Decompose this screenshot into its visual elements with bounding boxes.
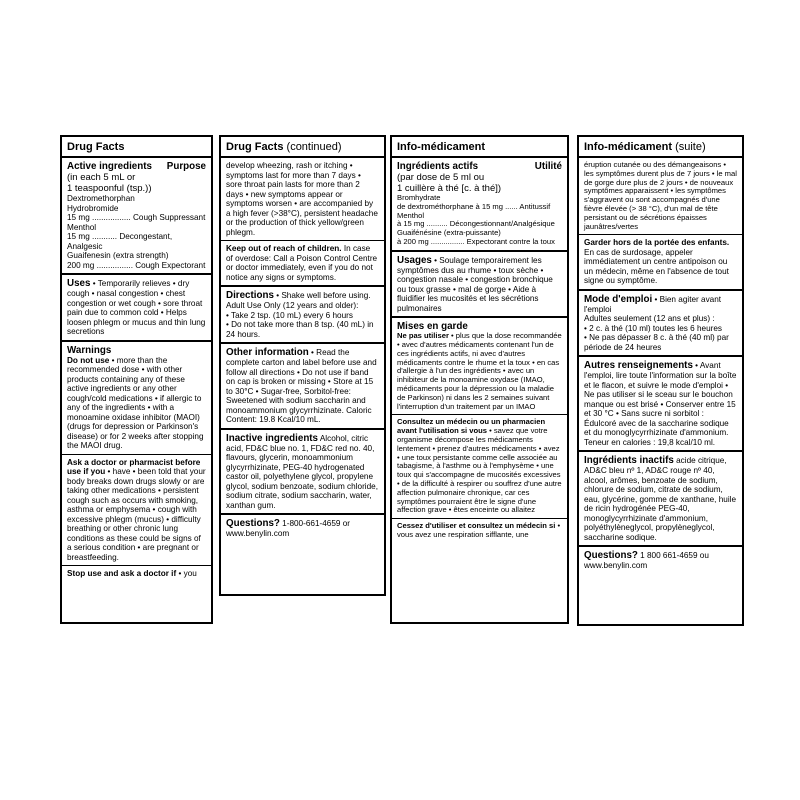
directions-line: • Do not take more than 8 tsp. (40 mL) in 24 hours. <box>226 320 374 339</box>
autres-renseignements-text: • Avant l'emploi, lire toute l'information sur la boîte et le flacon, et suivre le mode d'emploi • Ne pas utiliser si le sceau sur le bouchon manque ou est brisé • Conserver entre 15 et 30 °C • Sans sucre ni sorbitol : Édulcoré avec de la saccharine sodique et du monoglycyrrhizinate d'ammonium. Teneur en calories : 19,8 kcal/10 ml. <box>584 361 737 447</box>
directions-heading: Directions <box>226 290 274 301</box>
mises-en-garde-section <box>392 318 567 415</box>
panel-title-main: Drug Facts <box>226 141 284 153</box>
mode-emploi-line: • 2 c. à thé (10 ml) toutes les 6 heures <box>584 323 723 333</box>
ingredient-line: à 200 mg ................ Expectorant contre la toux <box>397 236 555 246</box>
utilite-heading: Utilité <box>534 161 562 172</box>
inactive-ingredients-text: Alcohol, citric acid, FD&C blue no. 1, FD&C red no. 40, flavours, glycerin, monoammonium glycyrrhizinate, PEG-40 hydrogenated castor oil, polyethylene glycol, propylene glycol, sodium benzoate, sodium chloride, sodium citrate, sodium saccharin, water, xanthan gum. <box>226 433 379 510</box>
continued-warnings-text: éruption cutanée ou des démangeaisons • les symptômes durent plus de 7 jours • le mal de gorge dure plus de 2 jours • de nouveaux symptômes apparaissent • les symptômes s'aggravent ou sont accompagnés d'une fièvre élevée (> 38 °C), d'un mal de tête persistant ou de sécrétions épaisses jaunâtres/vertes <box>584 160 737 231</box>
drug-facts-panel-1 <box>60 135 213 624</box>
questions-text: 1-800-661-4659 or www.benylin.com <box>226 519 350 538</box>
ask-doctor-label: Ask a doctor or pharmacist before use if you <box>67 457 201 476</box>
info-medicament-panel-1 <box>390 135 569 624</box>
ingredient-line: 15 mg ................. Cough Suppressant <box>67 213 206 222</box>
directions-line: Adult Use Only (12 years and older): <box>226 301 359 310</box>
inactive-ingredients-heading: Inactive ingredients <box>226 432 319 444</box>
mode-emploi-section <box>579 291 742 358</box>
garder-hors-section <box>579 235 742 291</box>
ingredients-actifs-heading: Ingrédients actifs <box>397 161 479 172</box>
ingredient-line: Menthol <box>67 222 97 232</box>
directions-section <box>221 287 384 344</box>
do-not-use-label: Do not use <box>67 355 110 365</box>
mode-emploi-line: • Ne pas dépasser 8 c. à thé (40 ml) par période de 24 heures <box>584 333 729 352</box>
dose-note-1: (par dose de 5 ml ou <box>397 172 485 183</box>
usages-section <box>392 252 567 319</box>
active-ingredients-heading: Active ingredients <box>67 161 152 172</box>
questions-section <box>221 515 384 542</box>
mode-emploi-intro: • Bien agiter avant l'emploi <box>584 294 722 314</box>
ingredient-line: Guaifénésine (extra-puissante) <box>397 228 501 238</box>
stop-use-text: • you <box>176 569 197 578</box>
ingredient-line: Menthol <box>397 210 425 220</box>
dose-note-2: 1 teaspoonful (tsp.)) <box>67 183 152 194</box>
uses-heading: Uses <box>67 278 91 289</box>
questions-heading: Questions? <box>584 550 638 562</box>
autres-renseignements-section <box>579 357 742 452</box>
consultez-section <box>392 415 567 519</box>
usages-heading: Usages <box>397 254 432 266</box>
stop-use-label: Stop use and ask a doctor if <box>67 569 177 578</box>
info-medicament-panel-2 <box>577 135 744 626</box>
autres-renseignements-heading: Autres renseignements <box>584 360 693 372</box>
other-information-text: • Read the complete carton and label before use and follow all directions • Do not use if band on cap is broken or missing • Store at 15 to 30°C • Sugar-free, Sorbitol-free: Sweetened with sodium saccharin and monoammonium glycyrrhizinate. Caloric Content: 19.8 Kcal/10 mL. <box>226 348 377 424</box>
ingredient-line: Bromhydrate <box>397 193 441 202</box>
continued-warnings-text: develop wheezing, rash or itching • symptoms last for more than 7 days • sore throat pain lasts for more than 2 days • new symptoms appear or symptoms worsen • are accompanied by a high fever (>38°C), persistent headache or the production of thick yellow/green phlegm. <box>226 161 378 237</box>
warnings-heading: Warnings <box>67 344 112 356</box>
garder-hors-text: En cas de surdosage, appeler immédiatement un centre antipoison ou un médecin, même en l'absence de tout signe ou symptôme. <box>584 247 729 286</box>
panel-title: Drug Facts <box>62 137 211 158</box>
ingredient-line: Hydrobromide <box>67 203 119 213</box>
questions-section <box>579 547 742 574</box>
consultez-label: Consultez un médecin ou un pharmacien avant l'utilisation si vous <box>397 417 546 436</box>
panel-title <box>579 137 742 158</box>
mode-emploi-heading: Mode d'emploi <box>584 293 653 305</box>
panel-title-continued: (suite) <box>672 141 706 153</box>
ingredients-inactifs-heading: Ingrédients inactifs <box>584 455 674 467</box>
dose-note-1: (in each 5 mL or <box>67 172 136 183</box>
keep-out-of-reach <box>221 241 384 287</box>
cessez-text: • vous avez une respiration sifflante, une <box>397 521 561 540</box>
warnings-section <box>62 342 211 455</box>
panel-title: Info-médicament <box>392 137 567 158</box>
ingredient-line: Guaifenesin (extra strength) <box>67 251 169 260</box>
uses-section <box>62 275 211 342</box>
ingredients-actifs-section <box>392 158 567 252</box>
ask-doctor-text: • have • been told that your body breaks down drugs slowly or are taking other medications • persistent cough such as occurs with smoking, asthma or emphysema • cough with excessive phlegm (mucus) • difficulty breathing or other chronic lung conditions as these could be signs of a serious condition • are pregnant or breastfeeding. <box>67 467 206 562</box>
garder-hors-label: Garder hors de la portée des enfants. <box>584 238 730 248</box>
panel-title-continued: (continued) <box>283 141 342 153</box>
keep-out-text: In case of overdose: Call a Poison Control Centre or doctor immediately, even if you do not notice any signs or symptoms. <box>226 244 378 282</box>
continued-warnings <box>221 158 384 241</box>
mises-en-garde-heading: Mises en garde <box>397 321 468 333</box>
panel-title-main: Info-médicament <box>584 141 673 153</box>
inactive-ingredients-section <box>221 430 384 516</box>
directions-line: • Take 2 tsp. (10 mL) every 6 hours <box>226 310 353 320</box>
questions-text: 1 800 661-4659 ou www.benylin.com <box>584 551 709 571</box>
ingredient-line: à 15 mg .......... Décongestionnant/Analgésique <box>397 219 555 229</box>
ingredient-line: Dextromethorphan <box>67 194 135 203</box>
cessez-section <box>392 519 567 543</box>
ask-doctor-section <box>62 455 211 567</box>
ne-pas-utiliser-text: • plus que la dose recommandée • avec d'autres médicaments contenant l'un de ces ingrédients actifs, ni avec d'autres médicaments contre le rhume et la toux • en cas d'allergie à l'un des ingrédients • avec un inhibiteur de la monoamine oxydase (IMAO, médicaments pour la dépression ou la maladie de Parkinson) ni dans les 2 semaines suivant l'interruption d'un traitement par un IMAO <box>397 331 562 411</box>
uses-text: • Temporarily relieves • dry cough • nasal congestion • chest congestion or wet cough • sore throat pain due to common cold • Helps loosen phlegm or mucus and thin lung secretions <box>67 279 206 336</box>
ingredients-inactifs-text: acide citrique, AD&C bleu nº 1, AD&C rouge nº 40, alcool, arômes, benzoate de sodium, chlorure de sodium, citrate de sodium, eau, glycérine, gomme de xanthane, huile de ricin hydrogénée PEG-40, monoglycyrrhizinate d'ammonium, polyéthylèneglycol, propylèneglycol, saccharine sodique. <box>584 456 737 542</box>
ingredients-inactifs-section <box>579 452 742 547</box>
usages-text: • Soulage temporairement les symptômes dus au rhume • toux sèche • congestion nasale • congestion bronchique ou toux grasse • mal de gorge • Aide à fluidifier les mucosités et les sécrétions pulmonaires <box>397 255 553 313</box>
other-information-heading: Other information <box>226 347 309 358</box>
continued-warnings <box>579 158 742 235</box>
ingredient-line: 200 mg ................ Cough Expectorant <box>67 260 206 270</box>
dose-note-2: 1 cuillère à thé [c. à thé]) <box>397 183 502 194</box>
do-not-use-text: • more than the recommended dose • with other products containing any of these active ingredients or any other cough/cold medications • if allergic to any of the ingredients • with a monoamine oxidase inhibitor (MAOI) (drugs for depression or Parkinson's disease) or for 2 weeks after stopping the MAOI drug. <box>67 355 204 450</box>
directions-intro: • Shake well before using. <box>273 291 371 300</box>
other-information-section <box>221 344 384 430</box>
mode-emploi-line: Adultes seulement (12 ans et plus) : <box>584 314 715 324</box>
questions-heading: Questions? <box>226 518 280 529</box>
panel-title <box>221 137 384 158</box>
cessez-label: Cessez d'utiliser et consultez un médecin si <box>397 521 556 531</box>
active-ingredients-section <box>62 158 211 275</box>
stop-use-section <box>62 566 211 582</box>
consultez-text: • savez que votre organisme décompose les médicaments lentement • prenez d'autres médicaments • avez • une toux persistante comme celle associée au tabagisme, à l'asthme ou à l'emphysème • une toux qui s'accompagne de mucosités excessives • de la difficulté à respirer ou souffrez d'une autre affection pulmonaire chronique, car ces symptômes pourraient être le signe d'une affection grave • êtes enceinte ou allaitez <box>397 426 562 515</box>
purpose-heading: Purpose <box>166 161 206 172</box>
ingredient-line: de dextrométhorphane à 15 mg ...... Antitussif <box>397 201 551 211</box>
ingredient-line: 15 mg ........... Decongestant, Analgesic <box>67 232 173 251</box>
ne-pas-utiliser-label: Ne pas utiliser <box>397 331 449 341</box>
drug-facts-panel-2 <box>219 135 386 596</box>
keep-out-label: Keep out of reach of children. <box>226 244 342 253</box>
